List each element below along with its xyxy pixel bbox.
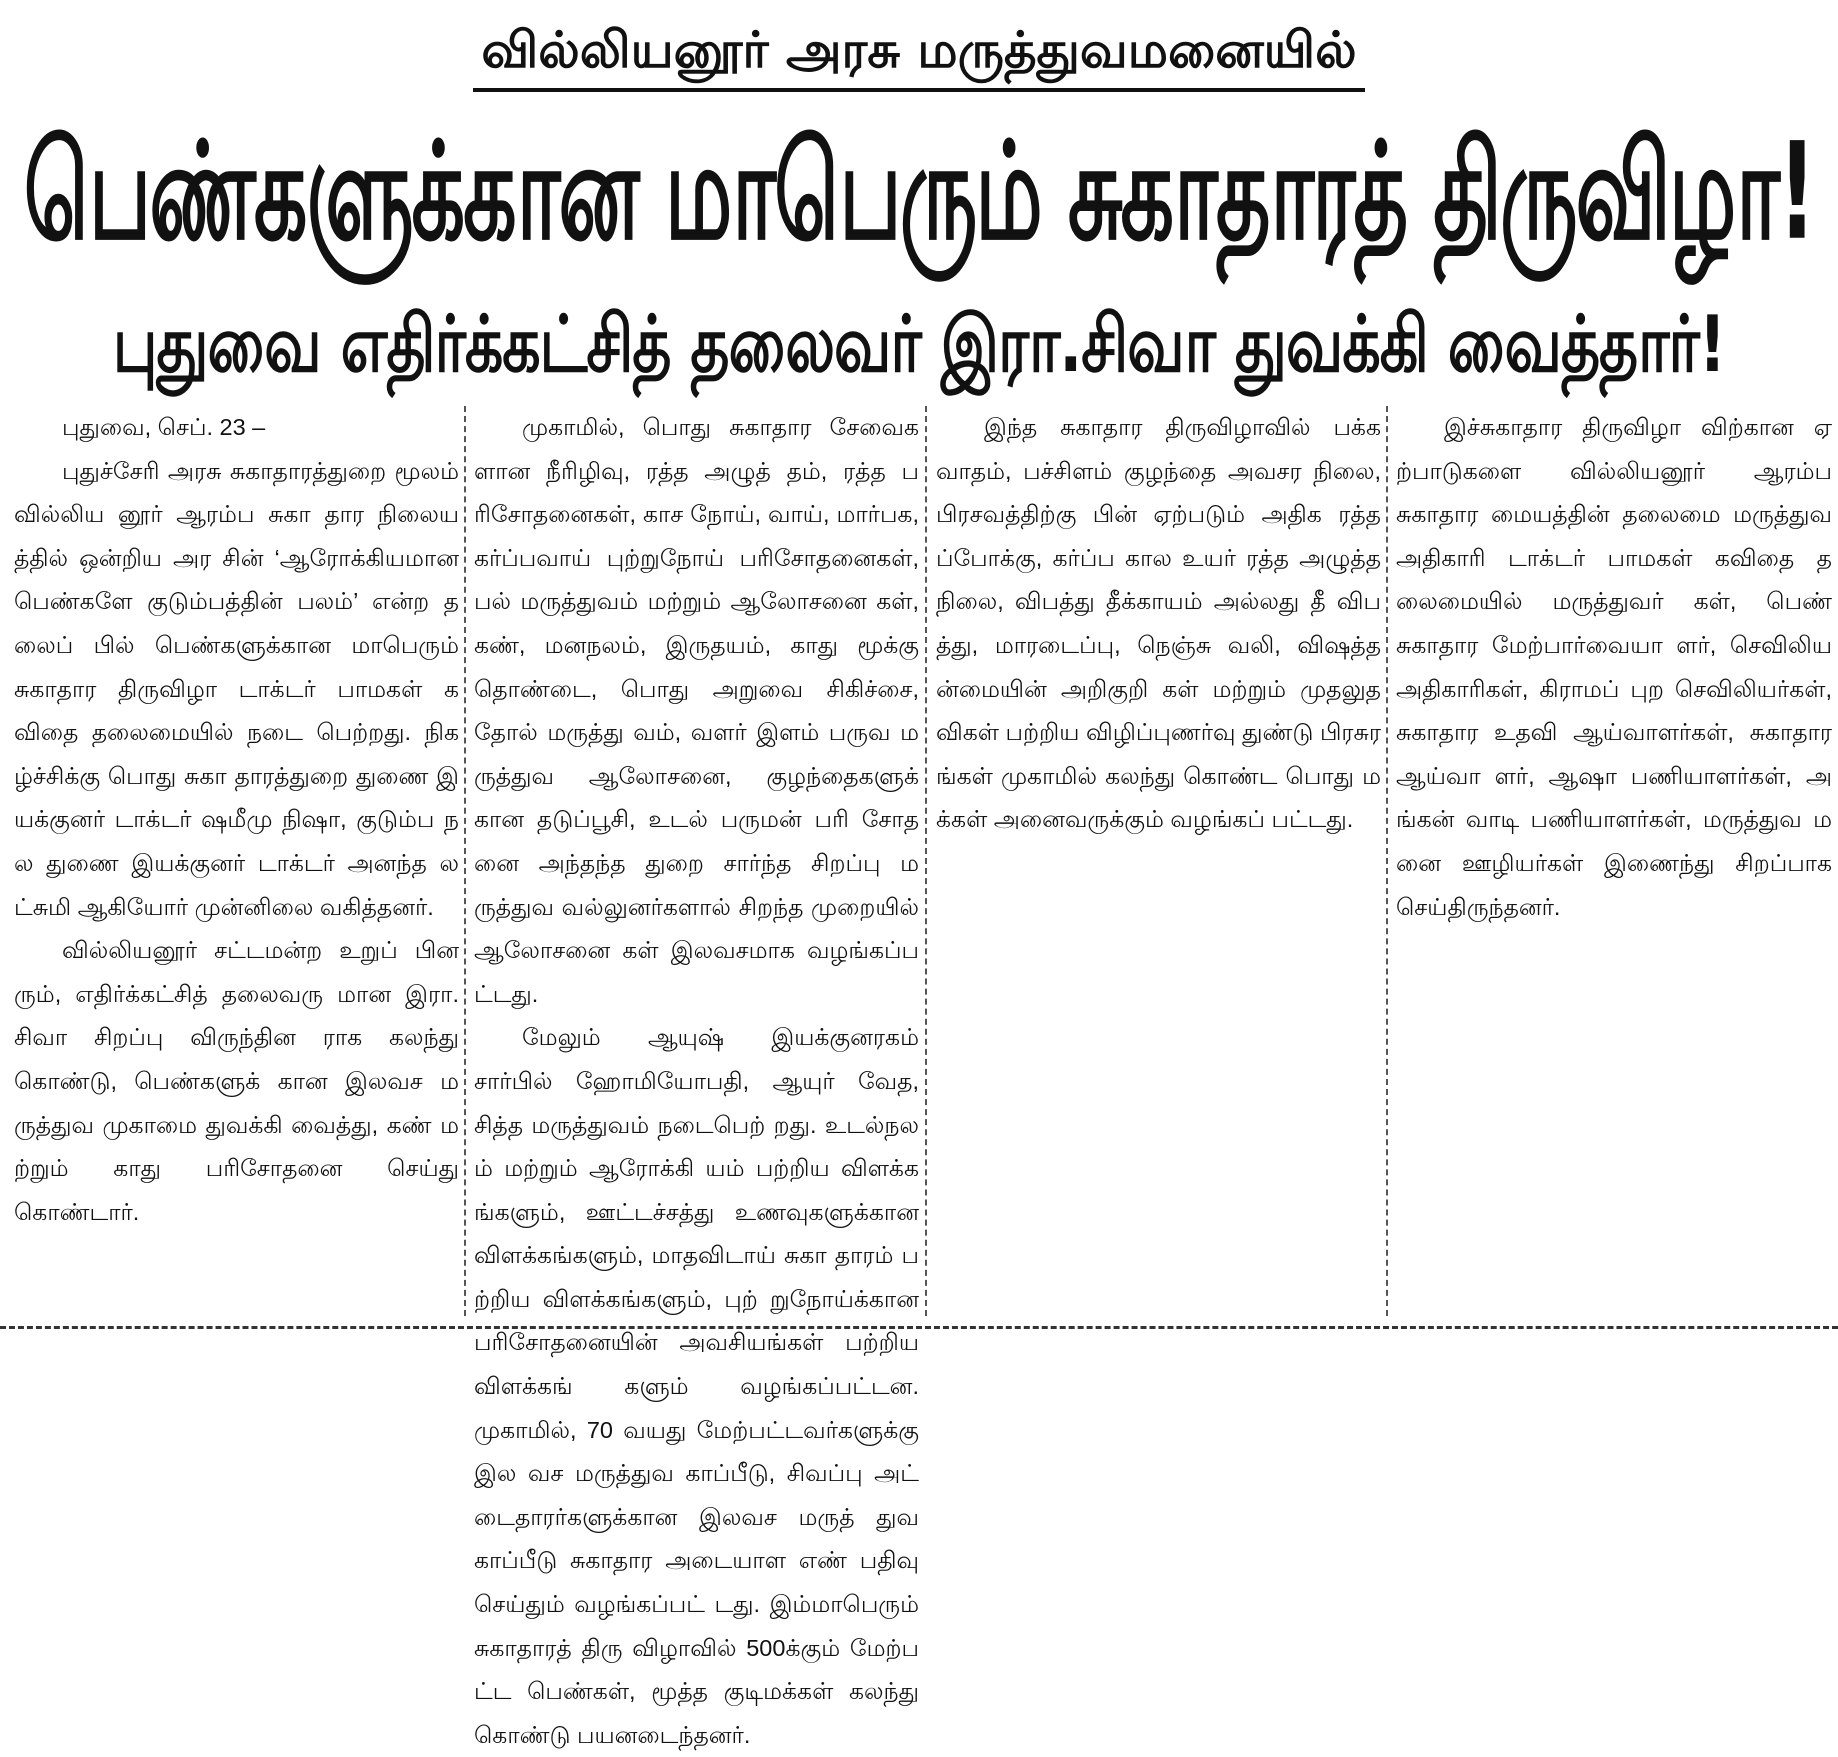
headline — [0, 106, 1838, 296]
column-divider — [464, 406, 466, 1316]
body-paragraph-6: இச்சுகாதார திருவிழா விற்கான ஏற்பாடுகளை வில்லியனூர் ஆரம்ப சுகாதார மையத்தின் தலைமை மருத்துவ அதிகாரி டாக்டர் பாமகள் கவிதை தலைமையில் மருத்துவர் கள், பெண் சுகாதார மேற்பார்வையா ளர், செவிலிய அதிகாரிகள், கிராமப் புற செவிலியர்கள், சுகாதார உதவி ஆய்வாளர்கள், சுகாதார ஆய்வா ளர், ஆஷா பணியாளர்கள், அங்கன் வாடி பணியாளர்கள், மருத்துவ மனை ஊழியர்கள் இணைந்து சிறப்பாக செய்திருந்தனர். — [1396, 414, 1832, 920]
body-paragraph-1: புதுச்சேரி அரசு சுகாதாரத்துறை மூலம் வில்லிய னூர் ஆரம்ப சுகா தார நிலையத்தில் ஒன்றிய அர சின் ‘ஆரோக்கியமான பெண்களே குடும்பத்தின் பலம்’ என்ற தலைப் பில் பெண்களுக்கான மாபெரும் சுகாதார திருவிழா டாக்டர் பாமகள் கவிதை தலைமையில் நடை பெற்றது. நிகழ்ச்சிக்கு பொது சுகா தாரத்துறை துணை இயக்குனர் டாக்டர் ஷமீமு நிஷா, குடும்ப நல துணை இயக்குனர் டாக்டர் அனந்த லட்சுமி ஆகியோர் முன்னிலை வகித்தனர். — [14, 457, 459, 920]
column-divider — [1386, 406, 1388, 1316]
body-paragraph-2: வில்லியனூர் சட்டமன்ற உறுப் பினரும், எதிர்க்கட்சித் தலைவரு மான இரா. சிவா சிறப்பு விருந்தின ராக கலந்து கொண்டு, பெண்களுக் கான இலவச மருத்துவ முகாமை துவக்கி வைத்து, கண் மற்றும் காது பரிசோதனை செய்து கொண்டார். — [14, 937, 459, 1225]
kicker-text: வில்லியனூர் அரசு மருத்துவமனையில் — [473, 14, 1364, 92]
column-3 — [936, 406, 1381, 1316]
body-paragraph-5: இந்த சுகாதார திருவிழாவில் பக்கவாதம், பச்சிளம் குழந்தை அவசர நிலை, பிரசவத்திற்கு பின் ஏற்படும் அதிக ரத்தப்போக்கு, கர்ப்ப கால உயர் ரத்த அழுத்த நிலை, விபத்து தீக்காயம் அல்லது தீ விபத்து, மாரடைப்பு, நெஞ்சு வலி, விஷத்தன்மையின் அறிகுறி கள் மற்றும் முதலுதவிகள் பற்றிய விழிப்புணர்வு துண்டு பிரசுரங்கள் முகாமில் கலந்து கொண்ட பொது மக்கள் அனைவருக்கும் வழங்கப் பட்டது. — [936, 414, 1381, 833]
column-4 — [1396, 406, 1832, 1316]
article-body — [0, 406, 1838, 1748]
dateline-paragraph — [14, 406, 459, 450]
body-paragraph-3: முகாமில், பொது சுகாதார சேவைகளான நீரிழிவு, ரத்த அழுத் தம், ரத்த பரிசோதனைகள், காச நோய், வாய், மார்பக, கர்ப்பவாய் புற்றுநோய் பரிசோதனைகள், பல் மருத்துவம் மற்றும் ஆலோசனை கள், கண், மனநலம், இருதயம், காது மூக்கு தொண்டை, பொது அறுவை சிகிச்சை, தோல் மருத்து வம், வளர் இளம் பருவ மருத்துவ ஆலோசனை, குழந்தைகளுக் கான தடுப்பூசி, உடல் பருமன் பரி சோதனை அந்தந்த துறை சார்ந்த சிறப்பு மருத்துவ வல்லுனர்களால் சிறந்த முறையில் ஆலோசனை கள் இலவசமாக வழங்கப்பட்டது. — [474, 414, 919, 1007]
body-paragraph-4: மேலும் ஆயுஷ் இயக்குனரகம் சார்பில் ஹோமியோபதி, ஆயுர் வேத, சித்த மருத்துவம் நடைபெற் றது. உடல்நலம் மற்றும் ஆரோக்கி யம் பற்றிய விளக்கங்களும், ஊட்டச்சத்து உணவுகளுக்கான விளக்கங்களும், மாதவிடாய் சுகா தாரம் பற்றிய விளக்கங்களும், புற் றுநோய்க்கான பரிசோதனையின் அவசியங்கள் பற்றிய விளக்கங் களும் வழங்கப்பட்டன. முகாமில், 70 வயது மேற்பட்டவர்களுக்கு இல வச மருத்துவ காப்பீடு, சிவப்பு அட் டைதாரர்களுக்கான இலவச மருத் துவ காப்பீடு சுகாதார அடையாள எண் பதிவு செய்தும் வழங்கப்பட் டது. இம்மாபெரும் சுகாதாரத் திரு விழாவில் 500க்கும் மேற்பட்ட பெண்கள், மூத்த குடிமக்கள் கலந்து கொண்டு பயனடைந்தனர். — [474, 1024, 919, 1748]
bottom-dashed-rule — [0, 1326, 1838, 1329]
column-1 — [14, 406, 459, 1316]
headline-text: பெண்களுக்கான மாபெரும் சுகாதாரத் திருவிழா! — [23, 113, 1815, 270]
dateline: புதுவை, செப். 23 – — [62, 414, 266, 440]
column-2 — [474, 406, 919, 1748]
subheadline-text: புதுவை எதிர்க்கட்சித் தலைவர் இரா.சிவா துவக்கி வைத்தார்! — [112, 299, 1726, 391]
subheadline — [0, 300, 1838, 400]
kicker-heading — [0, 14, 1838, 92]
column-divider — [925, 406, 927, 1316]
